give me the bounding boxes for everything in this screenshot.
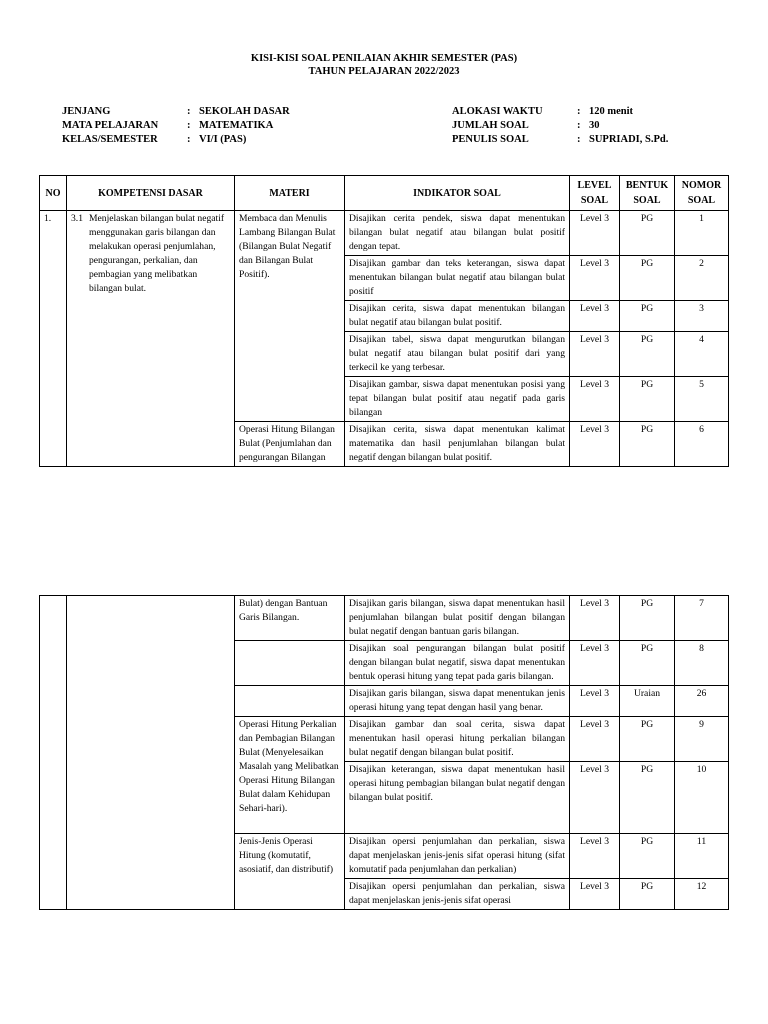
level-cell: Level 3	[570, 641, 620, 686]
header-materi: MATERI	[235, 176, 345, 211]
document-title: KISI-KISI SOAL PENILAIAN AKHIR SEMESTER (PAS)	[250, 53, 518, 64]
table-row	[40, 596, 729, 641]
bentuk-cell: PG	[620, 762, 675, 834]
meta-separator: :	[187, 134, 191, 145]
header-no: NO	[40, 176, 67, 211]
level-cell: Level 3	[570, 301, 620, 332]
nomor-cell: 1	[675, 211, 729, 256]
level-cell: Level 3	[570, 256, 620, 301]
meta-label: PENULIS SOAL	[452, 134, 529, 145]
level-cell: Level 3	[570, 377, 620, 422]
meta-row-jumlah-soal	[452, 119, 668, 133]
bentuk-cell: PG	[620, 301, 675, 332]
nomor-cell: 2	[675, 256, 729, 301]
level-cell: Level 3	[570, 879, 620, 910]
meta-value: 120 menit	[589, 106, 634, 117]
indikator-cell: Disajikan gambar, siswa dapat menentukan posisi yang tepat bilangan bulat positif atau negatif pada garis bilangan	[345, 377, 570, 422]
meta-row-kelas-semester	[62, 133, 290, 147]
materi-cell-empty	[235, 641, 345, 686]
indikator-cell: Disajikan garis bilangan, siswa dapat menentukan jenis operasi hitung yang tepat dengan hasil yang benar.	[345, 686, 570, 717]
materi-cell: Jenis-Jenis Operasi Hitung (komutatif, asosiatif, dan distributif)	[235, 834, 345, 910]
header-kompetensi-dasar: KOMPETENSI DASAR	[67, 176, 235, 211]
header-bentuk-soal: BENTUK SOAL	[620, 176, 675, 211]
indikator-cell: Disajikan garis bilangan, siswa dapat menentukan hasil penjumlahan bilangan bulat positif dengan bilangan bulat negatif dengan bantuan garis bilangan.	[345, 596, 570, 641]
indikator-cell: Disajikan gambar dan soal cerita, siswa dapat menentukan hasil operasi hitung perkalian bilangan bulat negatif dengan bilangan bulat positif.	[345, 717, 570, 762]
meta-row-alokasi-waktu	[452, 105, 668, 119]
bentuk-cell: PG	[620, 834, 675, 879]
bentuk-cell: PG	[620, 641, 675, 686]
meta-value: MATEMATIKA	[199, 120, 274, 131]
meta-value: SEKOLAH DASAR	[199, 106, 290, 117]
materi-cell: Operasi Hitung Perkalian dan Pembagian Bilangan Bulat (Menyelesaikan Masalah yang Melibatkan Operasi Hitung Bilangan Bulat dalam Kehidupan Sehari-hari).	[235, 717, 345, 834]
bentuk-cell: PG	[620, 717, 675, 762]
row-number-empty	[40, 596, 67, 910]
kd-number: 3.1	[71, 213, 83, 224]
kompetensi-dasar-cell	[67, 211, 235, 467]
nomor-cell: 4	[675, 332, 729, 377]
materi-cell-empty	[235, 686, 345, 717]
table-header-row	[40, 176, 729, 211]
level-cell: Level 3	[570, 422, 620, 467]
nomor-cell: 11	[675, 834, 729, 879]
indikator-cell: Disajikan cerita, siswa dapat menentukan bilangan bulat negatif atau bilangan bulat positif.	[345, 301, 570, 332]
meta-separator: :	[577, 134, 581, 145]
bentuk-cell: PG	[620, 332, 675, 377]
level-cell: Level 3	[570, 834, 620, 879]
header-level-soal: LEVEL SOAL	[570, 176, 620, 211]
meta-row-mata-pelajaran	[62, 119, 290, 133]
indikator-cell: Disajikan gambar dan teks keterangan, siswa dapat menentukan bilangan bulat negatif atau bilangan bulat positif	[345, 256, 570, 301]
kisi-kisi-table	[39, 175, 729, 467]
kd-text: Menjelaskan bilangan bulat negatif menggunakan garis bilangan dan melakukan operasi penjumlahan, pengurangan, perkalian, dan pembagian yang melibatkan bilangan bulat.	[89, 213, 225, 294]
nomor-cell: 3	[675, 301, 729, 332]
meta-value: VI/I (PAS)	[199, 134, 247, 145]
meta-separator: :	[577, 120, 581, 131]
meta-label: KELAS/SEMESTER	[62, 134, 158, 145]
meta-row-penulis-soal	[452, 133, 668, 147]
nomor-cell: 5	[675, 377, 729, 422]
level-cell: Level 3	[570, 211, 620, 256]
nomor-cell: 26	[675, 686, 729, 717]
meta-separator: :	[577, 106, 581, 117]
bentuk-cell: PG	[620, 422, 675, 467]
bentuk-cell: PG	[620, 596, 675, 641]
meta-row-jenjang	[62, 105, 290, 119]
nomor-cell: 10	[675, 762, 729, 834]
nomor-cell: 8	[675, 641, 729, 686]
header-nomor-soal: NOMOR SOAL	[675, 176, 729, 211]
level-cell: Level 3	[570, 596, 620, 641]
kisi-kisi-table-continued	[39, 595, 729, 910]
meta-label: JUMLAH SOAL	[452, 120, 529, 131]
nomor-cell: 6	[675, 422, 729, 467]
meta-separator: :	[187, 106, 191, 117]
meta-value: SUPRIADI, S.Pd.	[589, 134, 669, 145]
indikator-cell: Disajikan opersi penjumlahan dan perkalian, siswa dapat menjelaskan jenis-jenis sifat operasi	[345, 879, 570, 910]
indikator-cell: Disajikan cerita, siswa dapat menentukan kalimat matematika dan hasil penjumlahan bilangan bulat negatif dengan bilangan bulat positif.	[345, 422, 570, 467]
bentuk-cell: PG	[620, 377, 675, 422]
bentuk-cell: PG	[620, 256, 675, 301]
level-cell: Level 3	[570, 717, 620, 762]
kompetensi-dasar-cell-empty	[67, 596, 235, 910]
document-subtitle: TAHUN PELAJARAN 2022/2023	[308, 66, 460, 77]
meta-label: JENJANG	[62, 106, 111, 117]
table-row	[40, 211, 729, 256]
indikator-cell: Disajikan soal pengurangan bilangan bulat positif dengan bilangan bulat negatif, siswa dapat menentukan bentuk operasi hitung yang tepat pada garis bilangan.	[345, 641, 570, 686]
indikator-cell: Disajikan keterangan, siswa dapat menentukan hasil operasi hitung pembagian bilangan bulat negatif dengan bilangan bulat positif.	[345, 762, 570, 834]
header-indikator-soal: INDIKATOR SOAL	[345, 176, 570, 211]
meta-label: ALOKASI WAKTU	[452, 106, 543, 117]
indikator-cell: Disajikan cerita pendek, siswa dapat menentukan bilangan bulat negatif atau bilangan bulat positif dengan tepat.	[345, 211, 570, 256]
meta-separator: :	[187, 120, 191, 131]
nomor-cell: 12	[675, 879, 729, 910]
bentuk-cell: Uraian	[620, 686, 675, 717]
materi-cell: Bulat) dengan Bantuan Garis Bilangan.	[235, 596, 345, 641]
meta-info-left	[62, 105, 290, 147]
level-cell: Level 3	[570, 762, 620, 834]
indikator-cell: Disajikan opersi penjumlahan dan perkalian, siswa dapat menjelaskan jenis-jenis sifat operasi hitung (sifat komutatif pada penjumlahan dan perkalian)	[345, 834, 570, 879]
meta-value: 30	[589, 120, 600, 131]
meta-info-right	[452, 105, 668, 147]
materi-cell: Operasi Hitung Bilangan Bulat (Penjumlahan dan pengurangan Bilangan	[235, 422, 345, 467]
level-cell: Level 3	[570, 686, 620, 717]
row-number: 1.	[40, 211, 67, 467]
indikator-cell: Disajikan tabel, siswa dapat mengurutkan bilangan bulat negatif atau bilangan bulat positif dari yang terkecil ke yang terbesar.	[345, 332, 570, 377]
bentuk-cell: PG	[620, 211, 675, 256]
level-cell: Level 3	[570, 332, 620, 377]
nomor-cell: 7	[675, 596, 729, 641]
materi-cell: Membaca dan Menulis Lambang Bilangan Bulat (Bilangan Bulat Negatif dan Bilangan Bulat Positif).	[235, 211, 345, 422]
nomor-cell: 9	[675, 717, 729, 762]
meta-label: MATA PELAJARAN	[62, 120, 159, 131]
bentuk-cell: PG	[620, 879, 675, 910]
